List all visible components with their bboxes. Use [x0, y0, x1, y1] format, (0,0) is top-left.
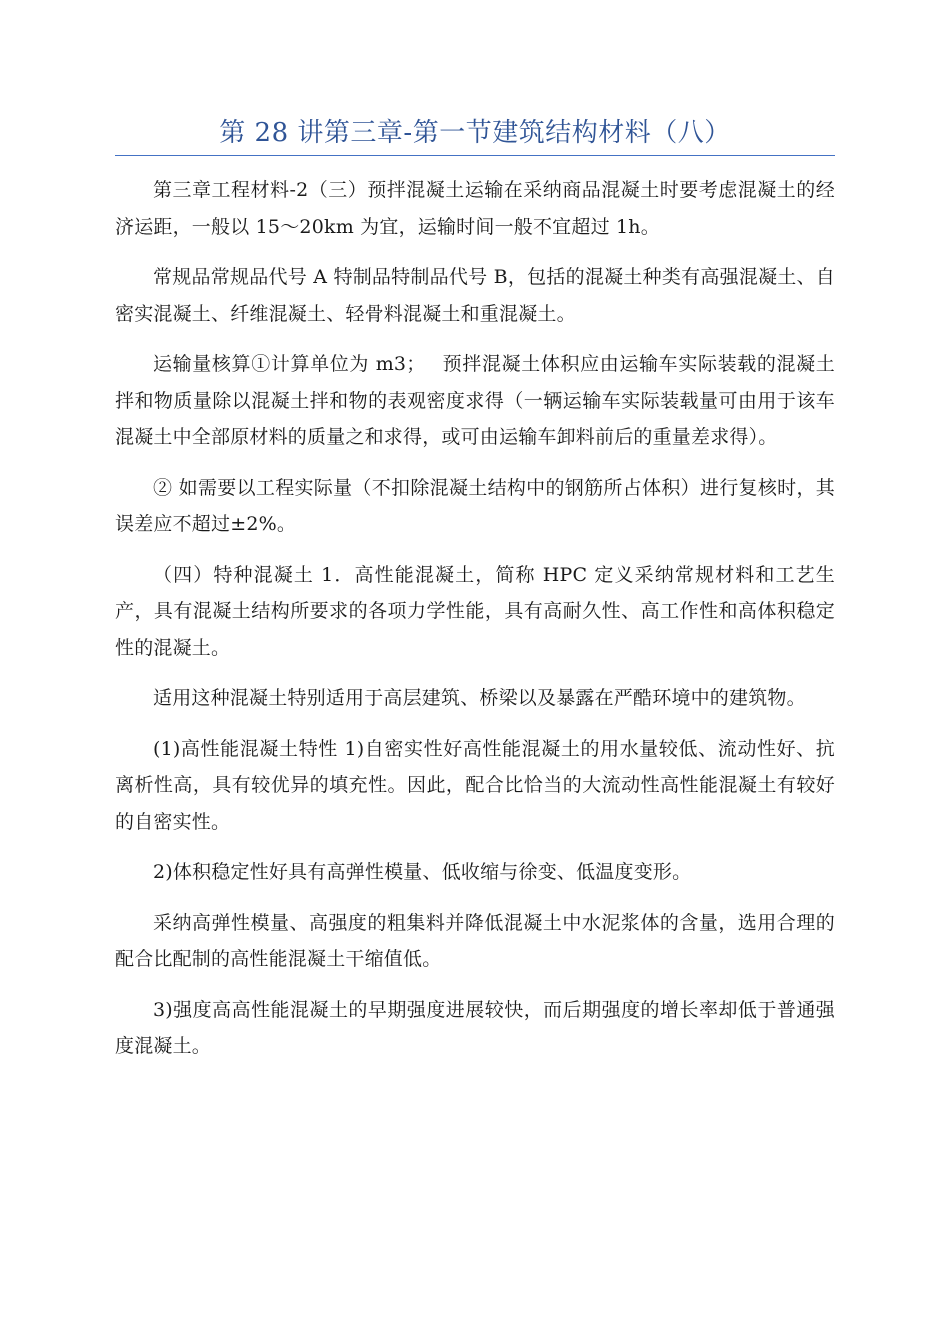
paragraph-5: （四）特种混凝土 1．高性能混凝土，简称 HPC 定义采纳常规材料和工艺生产，具有混凝土结构所要求的各项力学性能，具有高耐久性、高工作性和高体积稳定性的混凝土。: [115, 563, 835, 659]
paragraph-6: 适用这种混凝土特别适用于高层建筑、桥梁以及暴露在严酷环境中的建筑物。: [153, 687, 806, 709]
paragraph-9: 采纳高弹性模量、高强度的粗集料并降低混凝土中水泥浆体的含量，选用合理的配合比配制的高性能混凝土干缩值低。: [115, 911, 835, 970]
paragraph-2: 常规品常规品代号 A 特制品特制品代号 B，包括的混凝土种类有高强混凝土、自密实混凝土、纤维混凝土、轻骨料混凝土和重混凝土。: [115, 266, 835, 325]
title-underline: [115, 155, 835, 156]
paragraph-3: 运输量核算①计算单位为 m3； 预拌混凝土体积应由运输车实际装载的混凝土拌和物质量除以混凝土拌和物的表观密度求得（一辆运输车实际装载量可由用于该车混凝土中全部原材料的质量之和求得，或可由运输车卸料前后的重量差求得）。: [115, 353, 835, 448]
paragraph-10: 3)强度高高性能混凝土的早期强度进展较快，而后期强度的增长率却低于普通强度混凝土。: [115, 998, 835, 1057]
document-title: 第 28 讲第三章-第一节建筑结构材料（八）: [219, 118, 731, 148]
paragraph-1: 第三章工程材料-2（三）预拌混凝土运输在采纳商品混凝土时要考虑混凝土的经济运距，一般以 15～20km 为宜，运输时间一般不宜超过 1h。: [115, 179, 835, 238]
document-body: [115, 172, 835, 1079]
paragraph-4: ② 如需要以工程实际量（不扣除混凝土结构中的钢筋所占体积）进行复核时，其误差应不超过±2%。: [115, 476, 835, 535]
paragraph-7: (1)高性能混凝土特性 1)自密实性好高性能混凝土的用水量较低、流动性好、抗离析性高，具有较优异的填充性。因此，配合比恰当的大流动性高性能混凝土有较好的自密实性。: [115, 737, 835, 833]
paragraph-8: 2)体积稳定性好具有高弹性模量、低收缩与徐变、低温度变形。: [153, 861, 692, 883]
